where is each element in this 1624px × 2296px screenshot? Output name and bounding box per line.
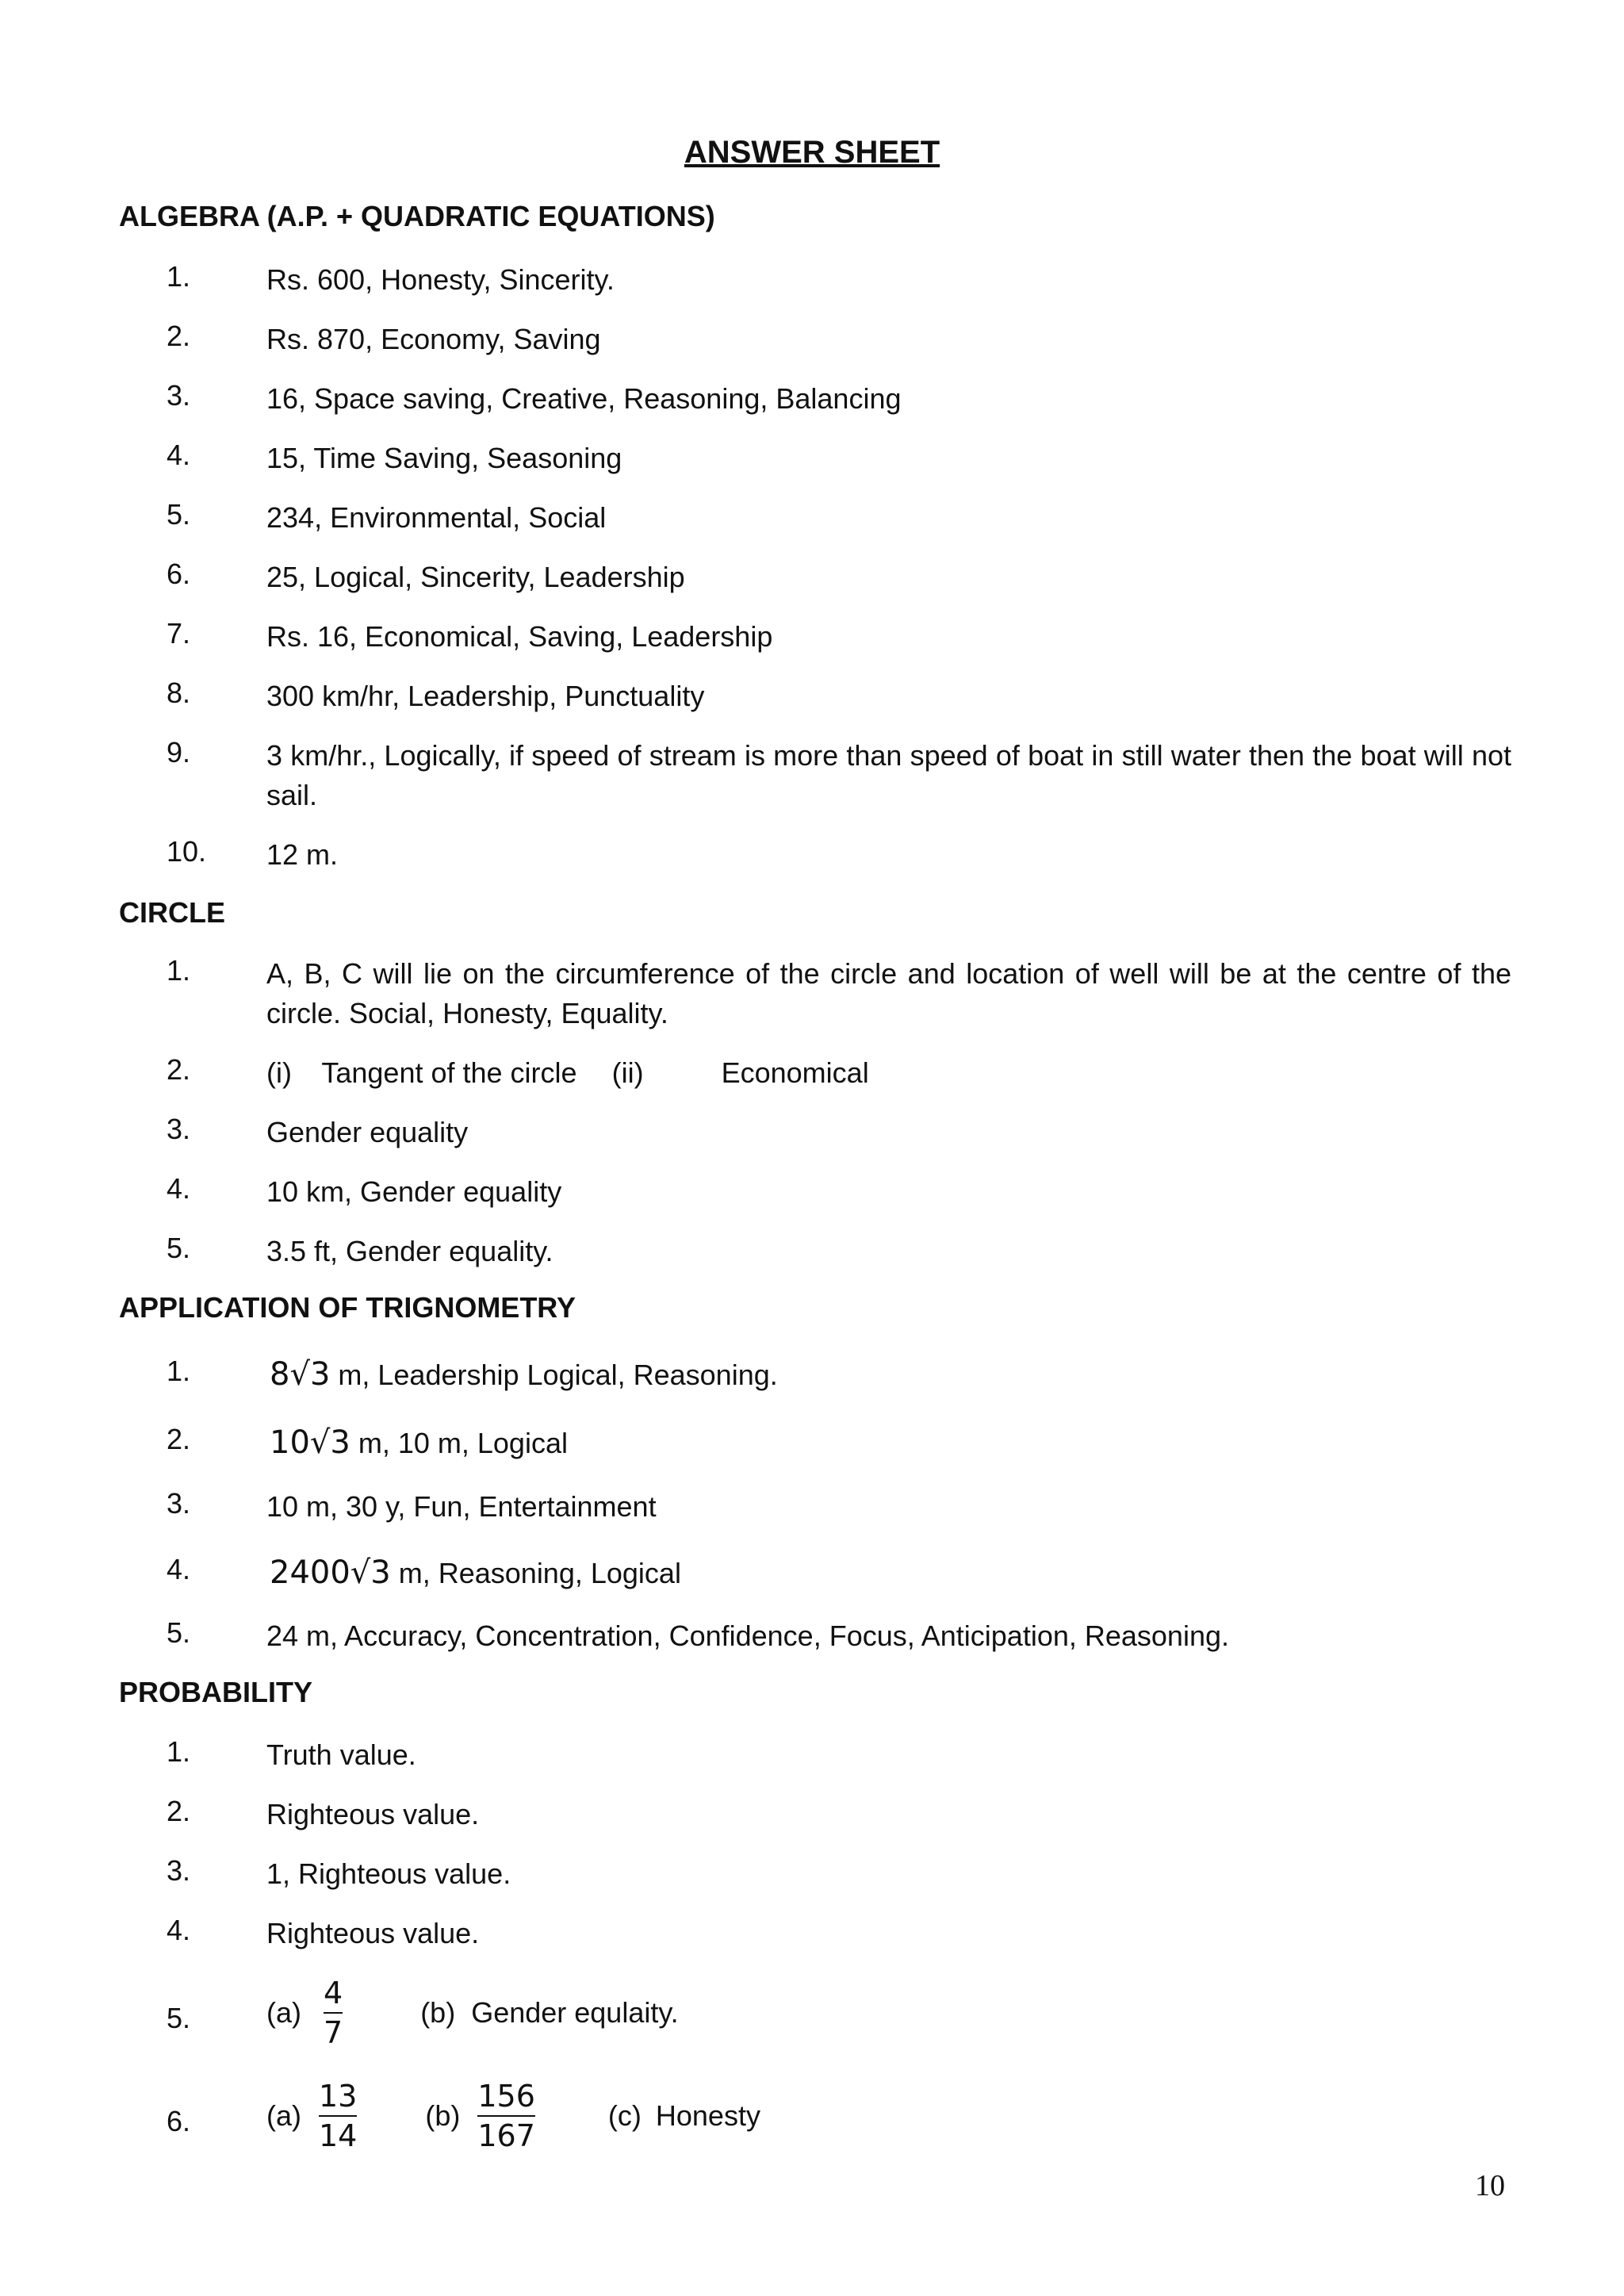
- list-item: [0, 2076, 1624, 2156]
- item-text: Rs. 870, Economy, Saving: [266, 323, 601, 355]
- part-label: (a): [266, 2099, 301, 2132]
- item-number: 5.: [167, 1616, 191, 1649]
- item-number: 7.: [167, 617, 191, 650]
- item-number: 2.: [167, 320, 191, 352]
- item-text: m, 10 m, Logical: [350, 1427, 568, 1459]
- item-text: 1, Righteous value.: [266, 1857, 511, 1890]
- item-text: 300 km/hr, Leadership, Punctuality: [266, 680, 705, 712]
- fraction: [477, 2077, 535, 2155]
- fraction-denominator: 14: [319, 2118, 358, 2153]
- item-number: 4.: [167, 1553, 191, 1585]
- item-number: 2.: [167, 1795, 191, 1827]
- part-text: Tangent of the circle: [321, 1056, 577, 1089]
- part-label: (ii): [611, 1056, 644, 1089]
- item-number: 6.: [167, 2105, 191, 2137]
- fraction: [319, 2077, 357, 2155]
- item-text: Righteous value.: [266, 1798, 480, 1830]
- item-number: 5.: [167, 498, 191, 531]
- item-number: 4.: [167, 1172, 191, 1205]
- item-text: 10 km, Gender equality: [266, 1175, 562, 1208]
- item-text: 3 km/hr., Logically, if speed of stream is more than speed of boat in still water then the boat will not sail.: [266, 739, 1511, 811]
- section-heading-trigonometry: APPLICATION OF TRIGNOMETRY: [119, 1291, 576, 1324]
- page-number: 10: [1475, 2169, 1505, 2202]
- item-text: 10 m, 30 y, Fun, Entertainment: [266, 1490, 657, 1523]
- math-expression: 8√3: [270, 1356, 331, 1393]
- item-text: 12 m.: [266, 838, 339, 871]
- page-title: ANSWER SHEET: [684, 135, 940, 170]
- math-expression: 10√3: [270, 1424, 350, 1461]
- item-text: Righteous value.: [266, 1917, 480, 1949]
- item-text: m, Reasoning, Logical: [390, 1557, 681, 1589]
- item-text: 25, Logical, Sincerity, Leadership: [266, 561, 685, 593]
- item-number: 3.: [167, 1487, 191, 1520]
- item-number: 1.: [167, 954, 191, 987]
- part-label: (b): [420, 1996, 456, 2029]
- item-number: 2.: [167, 1053, 191, 1086]
- item-text: A, B, C will lie on the circumference of the circle and location of well will be at the centre of the circle. Social, Honesty, Equality.: [266, 957, 1511, 1029]
- item-number: 9.: [167, 736, 191, 769]
- section-heading-probability: PROBABILITY: [119, 1676, 313, 1708]
- fraction-denominator: 167: [477, 2118, 535, 2153]
- item-number: 1.: [167, 1735, 191, 1768]
- part-label: (b): [425, 2099, 461, 2132]
- part-text: Honesty: [655, 2099, 760, 2132]
- part-label: (i): [266, 1056, 292, 1089]
- item-number: 3.: [167, 1113, 191, 1145]
- item-number: 5.: [167, 1232, 191, 1264]
- item-text: 234, Environmental, Social: [266, 501, 607, 534]
- item-number: 4.: [167, 439, 191, 471]
- section-heading-circle: CIRCLE: [119, 896, 225, 929]
- item-number: 3.: [167, 379, 191, 412]
- item-text: 3.5 ft, Gender equality.: [266, 1235, 553, 1267]
- section-heading-algebra: ALGEBRA (A.P. + QUADRATIC EQUATIONS): [119, 200, 715, 232]
- part-label: (c): [607, 2099, 642, 2132]
- item-number: 1.: [167, 260, 191, 293]
- item-text-container: [266, 1423, 1511, 1463]
- part-text: Gender equlaity.: [471, 1996, 679, 2029]
- item-number: 5.: [167, 2002, 191, 2034]
- fraction-numerator: 13: [319, 2079, 358, 2114]
- item-text: 16, Space saving, Creative, Reasoning, Balancing: [266, 382, 902, 415]
- item-text: Rs. 600, Honesty, Sincerity.: [266, 263, 615, 296]
- item-text: Gender equality: [266, 1116, 469, 1148]
- item-number: 3.: [167, 1854, 191, 1887]
- item-text-container: [266, 1053, 1511, 1093]
- item-text: 15, Time Saving, Seasoning: [266, 442, 622, 474]
- item-number: 2.: [167, 1423, 191, 1455]
- fraction-numerator: 156: [477, 2079, 535, 2114]
- fraction: [324, 1974, 343, 2052]
- item-number: 1.: [167, 1355, 191, 1387]
- math-expression: 2400√3: [270, 1554, 391, 1591]
- item-text-container: [266, 2076, 1511, 2156]
- item-text: Truth value.: [266, 1738, 416, 1771]
- part-label: (a): [266, 1996, 301, 2029]
- item-text: 24 m, Accuracy, Concentration, Confidence, Focus, Anticipation, Reasoning.: [266, 1619, 1229, 1652]
- item-text: m, Leadership Logical, Reasoning.: [330, 1359, 778, 1391]
- item-number: 8.: [167, 677, 191, 709]
- fraction-numerator: 4: [324, 1976, 343, 2010]
- part-text: Economical: [721, 1056, 869, 1089]
- item-text-container: [266, 1553, 1511, 1593]
- item-number: 10.: [167, 835, 207, 868]
- item-number: 6.: [167, 558, 191, 590]
- fraction-denominator: 7: [324, 2015, 343, 2050]
- item-text-container: [266, 1355, 1511, 1395]
- item-text: Rs. 16, Economical, Saving, Leadership: [266, 620, 773, 653]
- item-number: 4.: [167, 1914, 191, 1946]
- item-text-container: [266, 1973, 1511, 2053]
- list-item: [0, 1973, 1624, 2053]
